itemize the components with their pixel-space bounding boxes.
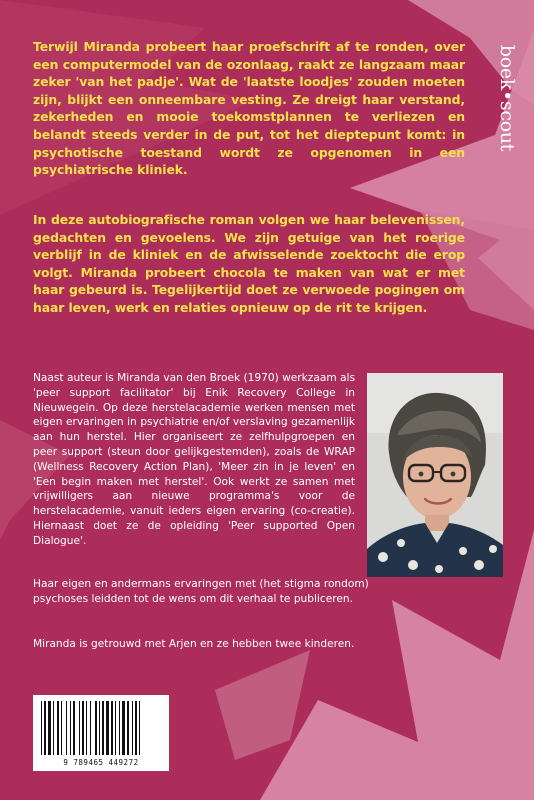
barcode-bar (95, 701, 97, 755)
barcode-bar (70, 701, 71, 755)
author-portrait-illustration (367, 373, 503, 577)
barcode-bar (61, 701, 62, 755)
author-bio-paragraph-2: Haar eigen en andermans ervaringen met (het stigma rondom) psychoses leidden tot de wens om dit verhaal te publiceren. (33, 578, 369, 605)
isbn-barcode (33, 695, 169, 771)
barcode-bar (122, 701, 125, 755)
barcode-bar (139, 701, 140, 755)
author-bio-paragraph-3: Miranda is getrouwd met Arjen en ze hebben twee kinderen. (33, 638, 355, 650)
barcode-bar (57, 701, 59, 755)
blurb-paragraph-1: Terwijl Miranda probeert haar proefschrift af te ronden, over een computermodel van de ozonlaag, raakt ze langzaam maar zeker 'van het padje'. Wat de 'laatste loodjes' zouden moeten zijn, blijkt een onneembare vesting. Ze dreigt haar verstand, zekerheden en mooie toekomstplannen te verliezen en belandt steeds verder in de put, tot het dieptepunt komt: in psychotische toestand wordt ze opgenomen in een psychiatrische kliniek. (33, 39, 465, 178)
isbn-number: 9 789465 449272 (63, 758, 139, 767)
barcode-bar (53, 701, 54, 755)
author-bio-paragraph-1: Naast auteur is Miranda van den Broek (1970) werkzaam als 'peer support facilitator' bij Enik Recovery College in Nieuwegein. Op deze herstelacademie werken mensen met eigen ervaringen in psychiatrie en/of verslaving gezamenlijk aan hun herstel. Hier organiseert ze zelfhulpgroepen en peer support (steun door gelijkgestemden), zoals de WRAP (Wellness Recovery Action Plan), 'Meer zin in je leven' en 'Een begin maken met herstel'. Ook werkt ze samen met vrijwilligers aan nieuwe programma's voor de herstelacademie, vanuit ieders eigen ervaring (co-creatie). Hiernaast doet ze de opleiding 'Peer supported Open Dialogue'. (33, 372, 355, 547)
publisher-logo (492, 28, 522, 168)
barcode-bar (106, 701, 109, 755)
barcode-bar (48, 701, 51, 755)
barcode-bar (111, 701, 113, 755)
barcode-bar (90, 701, 91, 755)
barcode-bar (41, 701, 42, 755)
publisher-logo-text: boek•scout (496, 44, 518, 152)
barcode-bar (99, 701, 100, 755)
author-photo (367, 373, 503, 577)
barcode-bar (119, 701, 120, 755)
barcode-bar (66, 701, 67, 755)
barcode-bar (44, 701, 46, 755)
barcode-bar (86, 701, 87, 755)
barcode-bar (115, 701, 116, 755)
barcode-bar (79, 701, 80, 755)
barcode-bar (102, 701, 104, 755)
blurb-paragraph-2: In deze autobiografische roman volgen we haar belevenissen, gedachten en gevoelens. We zijn getuige van het roerige verblijf in de kliniek en de afwisselende zoektocht die erop volgt. Miranda probeert chocola te maken van wat er met haar gebeurd is. Tegelijkertijd doet ze verwoede pogingen om haar leven, werk en relaties opnieuw op de rit te krijgen. (33, 212, 465, 315)
barcode-bar (82, 701, 84, 755)
barcode-bar (135, 701, 137, 755)
barcode-bar (73, 701, 75, 755)
barcode-bar (132, 701, 133, 755)
barcode-bar (127, 701, 129, 755)
